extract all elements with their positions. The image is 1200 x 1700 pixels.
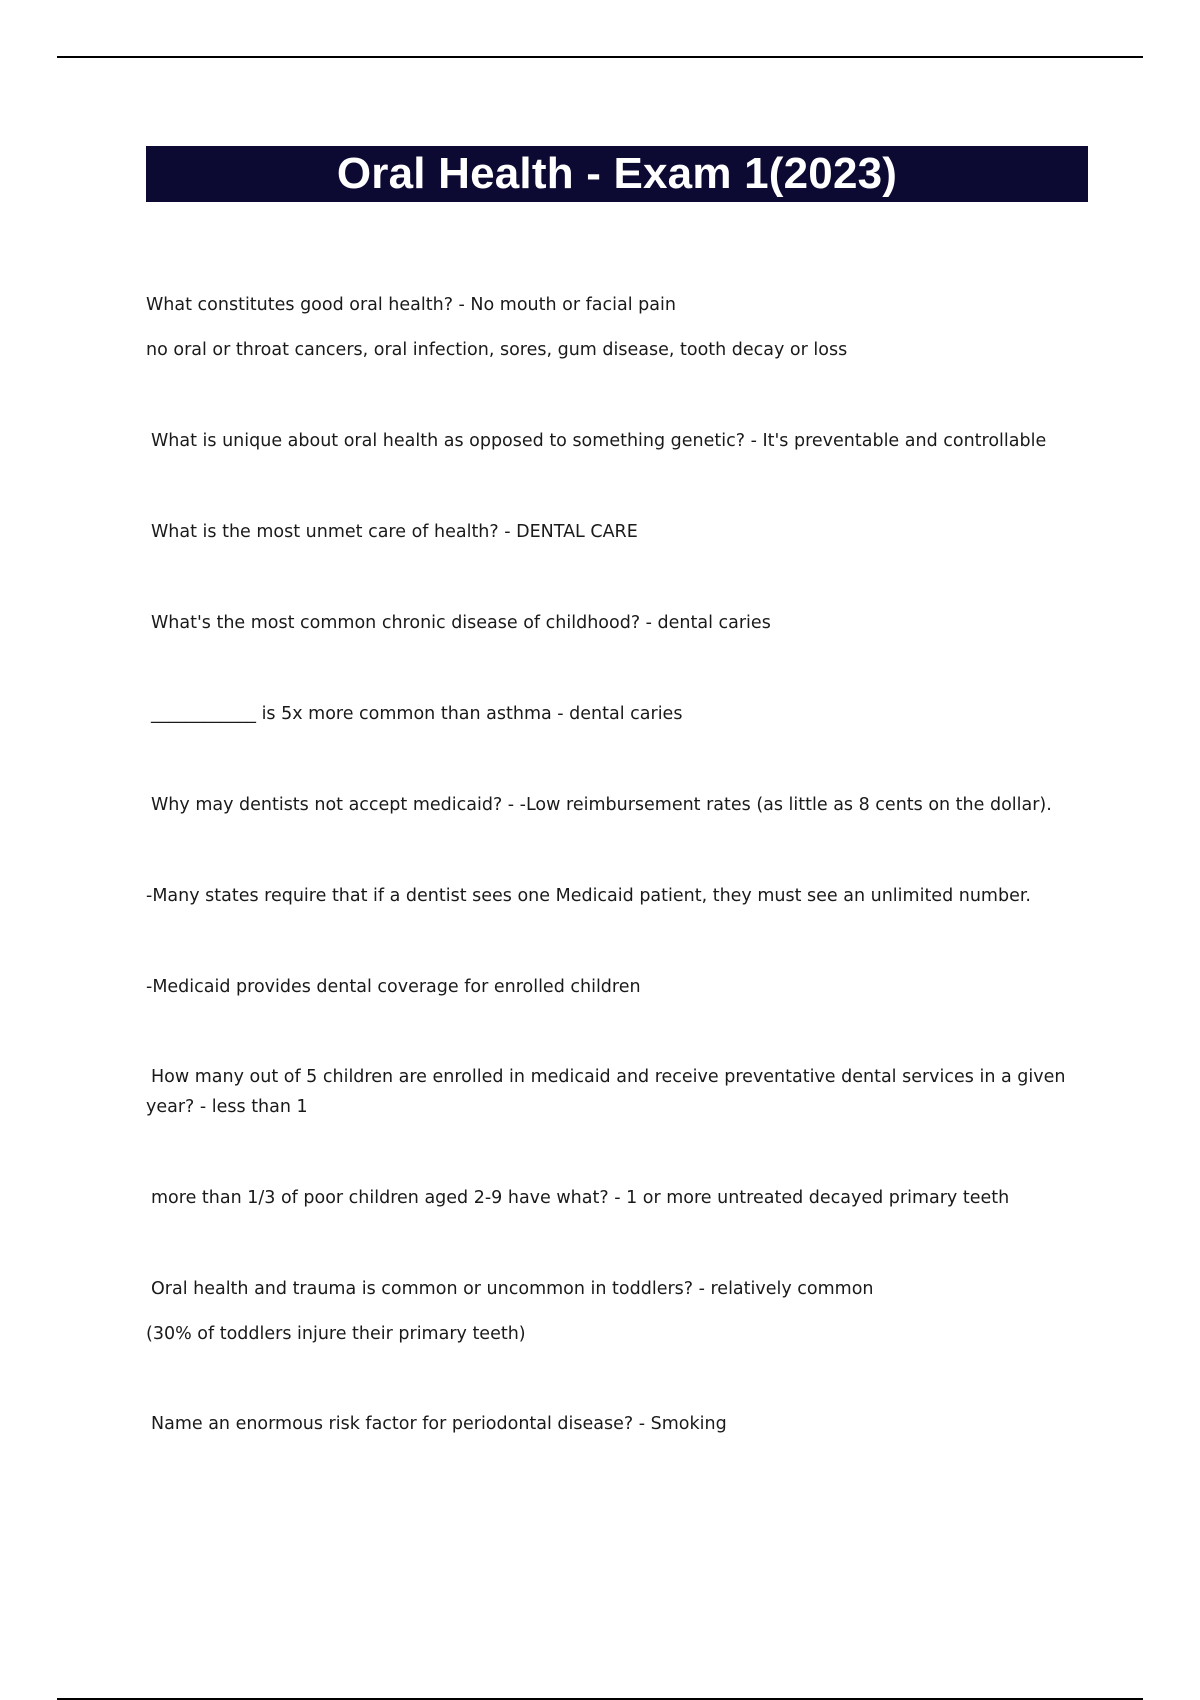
qa-line-8: -Many states require that if a dentist sees one Medicaid patient, they must see an unlimited number. (146, 886, 1031, 906)
top-rule (57, 56, 1143, 58)
qa-line-3: What is unique about oral health as opposed to something genetic? - It's preventable and controllable (151, 431, 1047, 451)
title-banner (146, 146, 1088, 202)
qa-line-9: -Medicaid provides dental coverage for enrolled children (146, 977, 641, 997)
qa-line-14: Name an enormous risk factor for periodontal disease? - Smoking (151, 1414, 727, 1434)
document-title: Oral Health - Exam 1(2023) (336, 149, 898, 198)
qa-line-2: no oral or throat cancers, oral infection, sores, gum disease, tooth decay or loss (146, 340, 848, 360)
qa-line-12: Oral health and trauma is common or uncommon in toddlers? - relatively common (151, 1279, 874, 1299)
qa-line-4: What is the most unmet care of health? - DENTAL CARE (151, 522, 638, 542)
qa-line-1: What constitutes good oral health? - No mouth or facial pain (146, 295, 676, 315)
qa-line-6: ____________ is 5x more common than asthma - dental caries (151, 704, 683, 724)
qa-line-13: (30% of toddlers injure their primary teeth) (146, 1324, 526, 1344)
qa-line-5: What's the most common chronic disease of childhood? - dental caries (151, 613, 771, 633)
qa-line-11: more than 1/3 of poor children aged 2-9 have what? - 1 or more untreated decayed primary teeth (151, 1188, 1010, 1208)
qa-line-10: How many out of 5 children are enrolled in medicaid and receive preventative dental services in a given year? - less than 1 (146, 1067, 1066, 1117)
qa-line-7: Why may dentists not accept medicaid? - -Low reimbursement rates (as little as 8 cents on the dollar). (151, 795, 1052, 815)
